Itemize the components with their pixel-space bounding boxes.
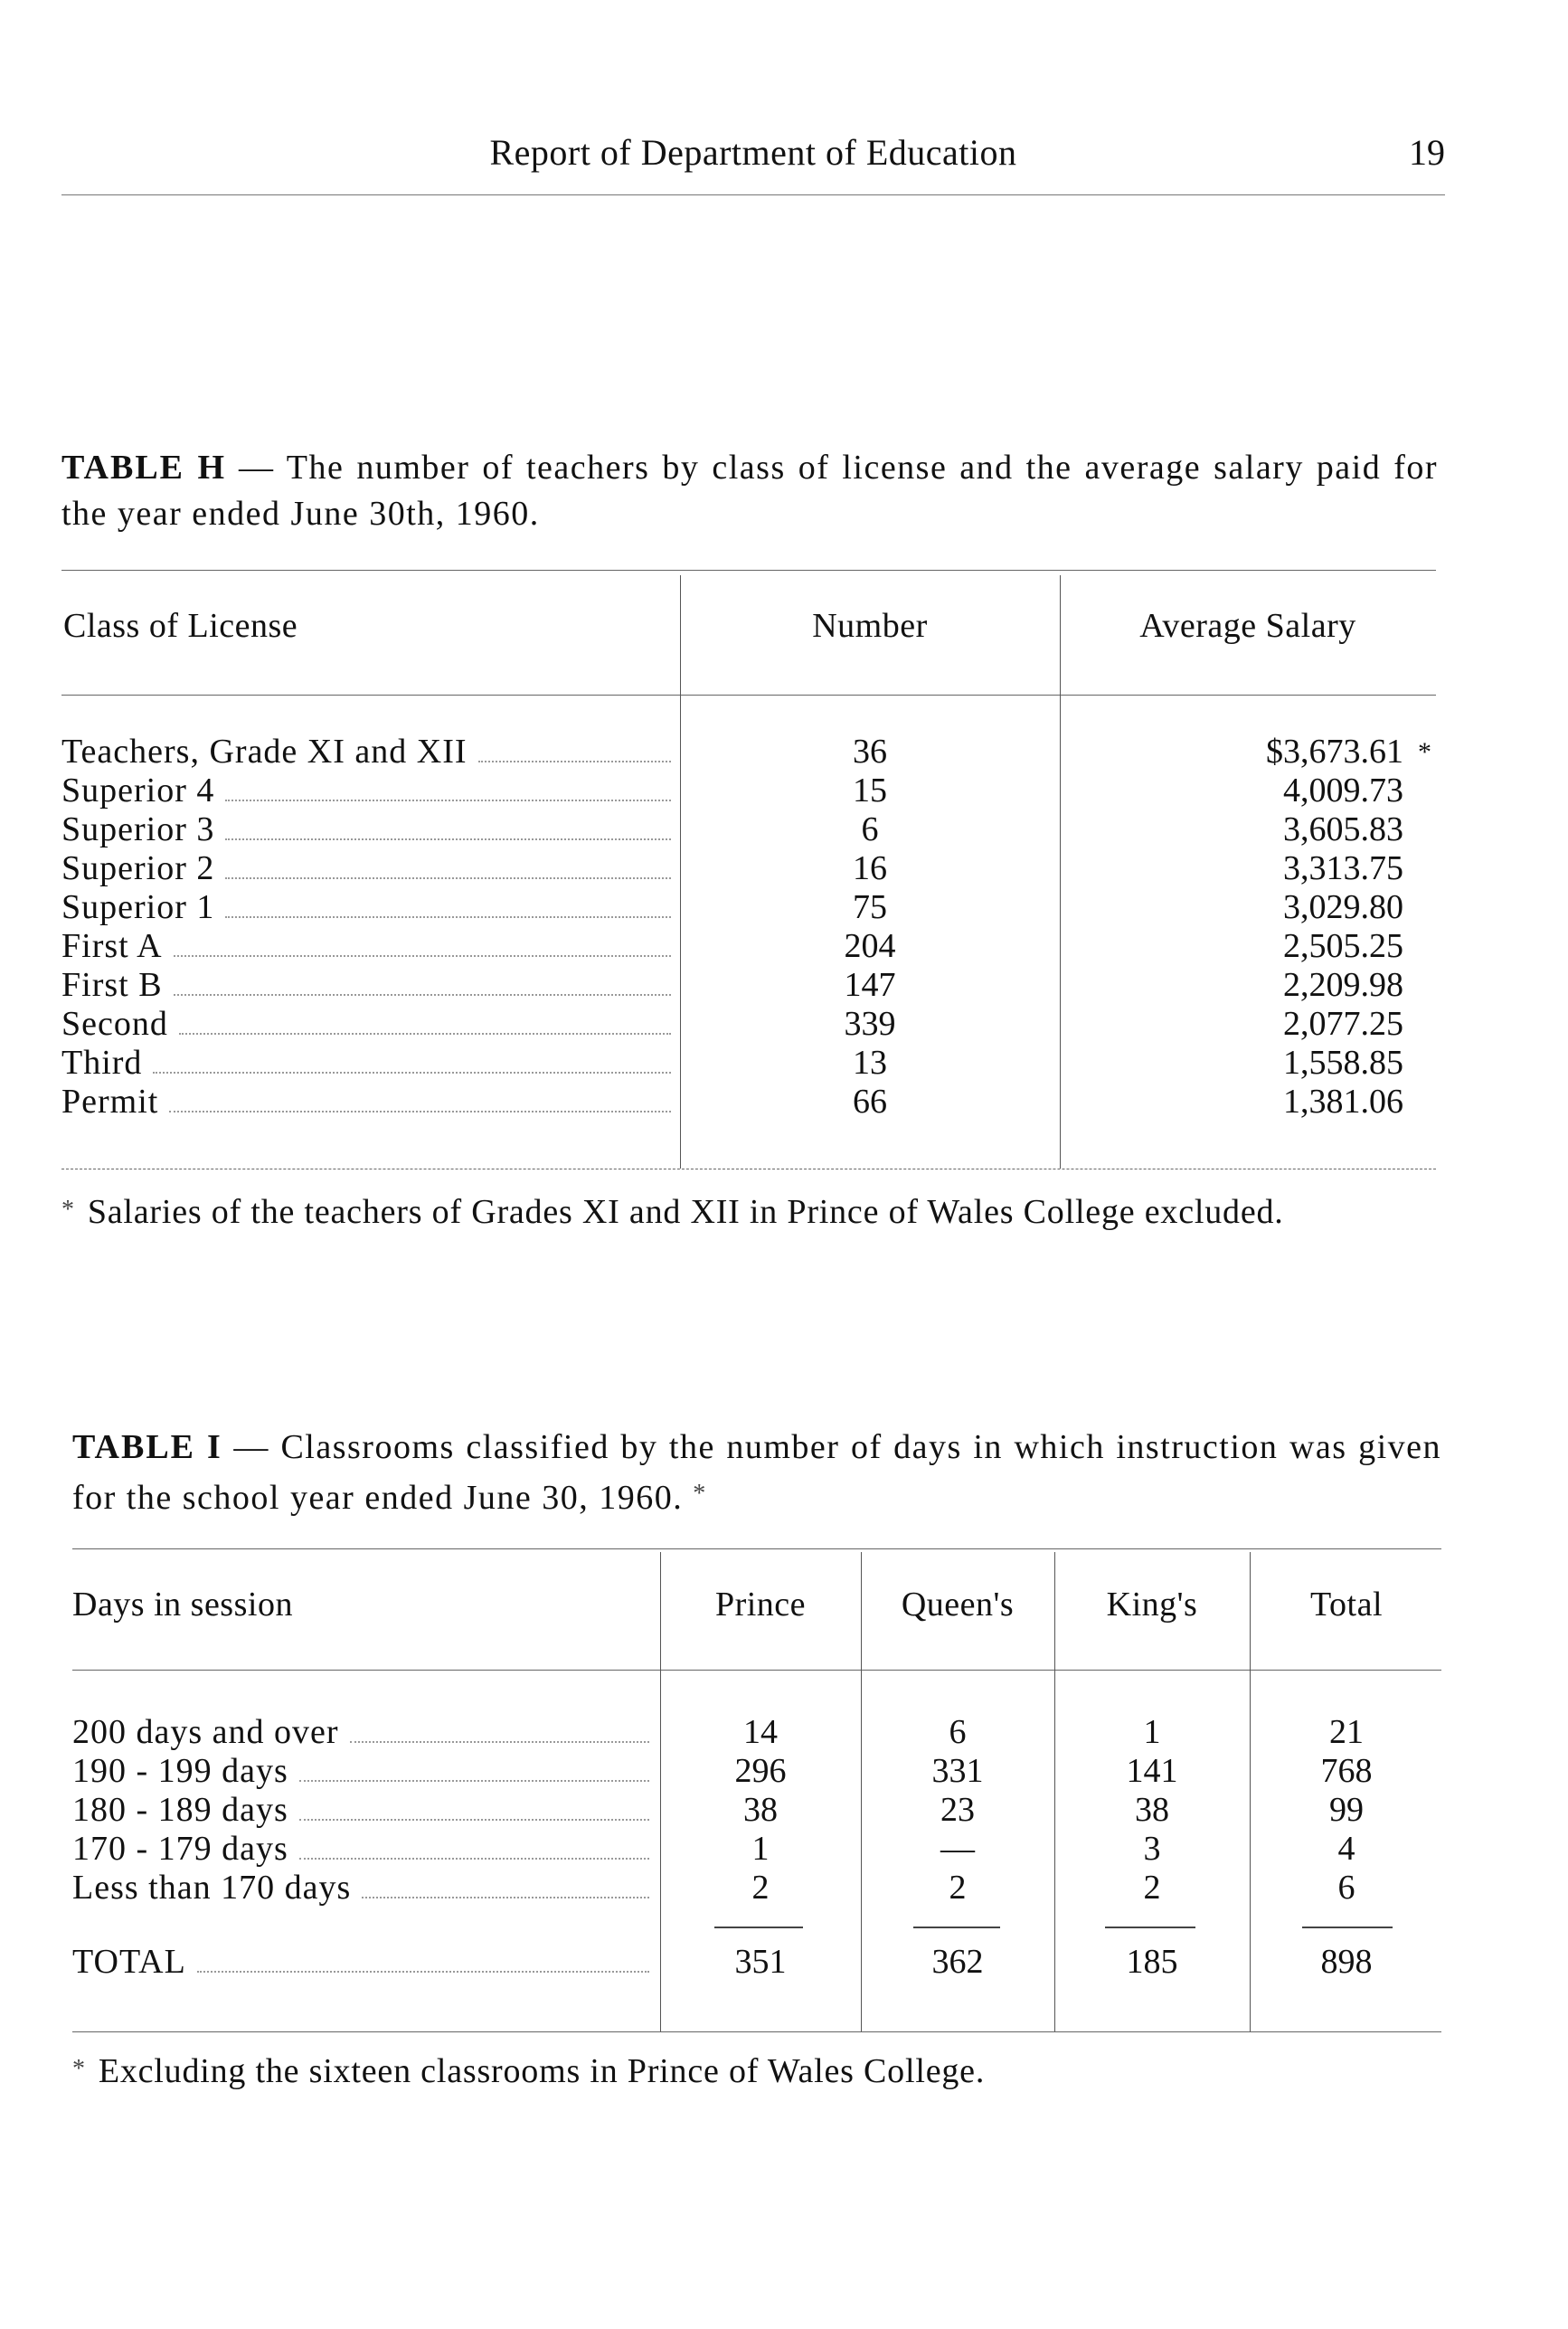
license-cell — [61, 772, 676, 810]
license-cell — [61, 966, 676, 1005]
number-cell: 15 — [853, 772, 887, 809]
license-cell — [61, 1044, 676, 1083]
table-i-header-prince: Prince — [714, 1586, 807, 1624]
license-label: Teachers, Grade XI and XII — [61, 733, 468, 771]
table-row — [61, 888, 1436, 927]
table-i-header-days: Days in session — [72, 1586, 293, 1624]
salary-cell: 2,209.98 — [1283, 966, 1403, 1004]
salary-cell: 1,558.85 — [1283, 1044, 1403, 1082]
page-number: 19 — [1409, 132, 1445, 173]
salary-cell: 2,077.25 — [1283, 1005, 1403, 1043]
salary-cell: 4,009.73 — [1283, 772, 1403, 809]
running-header — [61, 131, 1445, 195]
table-i-caption-marker: * — [693, 1480, 707, 1508]
days-label: TOTAL — [72, 1943, 186, 1981]
number-cell: 13 — [853, 1044, 887, 1082]
table-row — [72, 1713, 1441, 1752]
days-cell — [72, 1830, 655, 1869]
leader-dots — [169, 1111, 671, 1112]
salary-cell: 3,029.80 — [1283, 888, 1403, 926]
total-cell: 6 — [1337, 1869, 1355, 1907]
kings-cell: 2 — [1143, 1869, 1161, 1907]
table-i-bottom-rule — [72, 2031, 1441, 2032]
table-h-caption-text: The number of teachers by class of license and the average salary paid for the year ended June 30th, 1960. — [61, 449, 1438, 533]
footnote-marker: * — [72, 2055, 86, 2083]
license-label: Superior 1 — [61, 888, 215, 926]
leader-dots — [299, 1780, 649, 1782]
total-row — [72, 1943, 1441, 1982]
kings-cell: 38 — [1135, 1791, 1169, 1829]
sum-rule — [913, 1927, 1000, 1928]
number-cell: 204 — [844, 927, 896, 965]
license-cell — [61, 849, 676, 888]
leader-dots — [174, 955, 671, 957]
table-row — [61, 1083, 1436, 1122]
license-cell — [61, 1005, 676, 1044]
leader-dots — [225, 916, 671, 918]
salary-cell: 2,505.25 — [1283, 927, 1403, 965]
days-label: 170 - 179 days — [72, 1830, 288, 1868]
table-h-dash: — — [239, 449, 275, 487]
table-h-header-license: Class of License — [63, 607, 298, 645]
table-h-body — [61, 733, 1436, 1122]
number-cell: 36 — [853, 733, 887, 771]
total-cell: 99 — [1329, 1791, 1364, 1829]
kings-cell: 1 — [1143, 1713, 1161, 1751]
prince-cell: 1 — [751, 1830, 770, 1868]
queens-cell: — — [940, 1830, 975, 1868]
table-i-header-rule — [72, 1670, 1441, 1671]
table-row — [61, 849, 1436, 888]
number-cell: 75 — [853, 888, 887, 926]
table-h-footnote-text: Salaries of the teachers of Grades XI and XII in Prince of Wales College excluded. — [87, 1193, 1284, 1231]
kings-cell: 3 — [1143, 1830, 1161, 1868]
table-row — [61, 1044, 1436, 1083]
license-cell — [61, 733, 676, 772]
table-row — [72, 1830, 1441, 1869]
leader-dots — [350, 1741, 649, 1743]
prince-cell: 14 — [743, 1713, 778, 1751]
leader-dots — [225, 838, 671, 840]
number-cell: 6 — [861, 810, 879, 848]
license-cell — [61, 810, 676, 849]
queens-cell: 362 — [931, 1943, 984, 1981]
queens-cell: 6 — [949, 1713, 967, 1751]
leader-dots — [197, 1971, 649, 1973]
leader-dots — [174, 994, 671, 996]
prince-cell: 2 — [751, 1869, 770, 1907]
license-label: Second — [61, 1005, 168, 1043]
table-i-footnote — [72, 2046, 1429, 2095]
kings-cell: 185 — [1126, 1943, 1178, 1981]
queens-cell: 331 — [931, 1752, 984, 1790]
days-label: 190 - 199 days — [72, 1752, 288, 1790]
kings-cell: 141 — [1126, 1752, 1178, 1790]
table-h-header-number: Number — [812, 607, 928, 645]
table-row — [72, 1869, 1441, 1908]
table-h-header-rule — [61, 695, 1436, 696]
total-cell: 21 — [1329, 1713, 1364, 1751]
total-cell: 4 — [1337, 1830, 1355, 1868]
salary-footnote-marker: * — [1418, 737, 1431, 767]
queens-cell: 2 — [949, 1869, 967, 1907]
table-row — [61, 1005, 1436, 1044]
table-i-header-queens: Queen's — [901, 1586, 1015, 1624]
leader-dots — [225, 877, 671, 879]
total-cell: 898 — [1320, 1943, 1373, 1981]
license-label: Superior 4 — [61, 772, 215, 809]
prince-cell: 351 — [734, 1943, 787, 1981]
leader-dots — [299, 1819, 649, 1821]
table-i-caption-text: Classrooms classified by the number of days in which instruction was given for the school year ended June 30, 1960. — [72, 1428, 1442, 1517]
table-i-top-rule — [72, 1548, 1441, 1549]
salary-cell: 1,381.06 — [1283, 1083, 1403, 1121]
table-row — [61, 927, 1436, 966]
footnote-marker: * — [61, 1196, 75, 1224]
leader-dots — [299, 1858, 649, 1860]
table-h-top-rule — [61, 570, 1436, 571]
license-cell — [61, 927, 676, 966]
license-cell — [61, 1083, 676, 1122]
table-row — [72, 1791, 1441, 1830]
prince-cell: 38 — [743, 1791, 778, 1829]
prince-cell: 296 — [734, 1752, 787, 1790]
table-i-header-kings: King's — [1106, 1586, 1198, 1624]
license-label: Superior 2 — [61, 849, 215, 887]
license-label: Permit — [61, 1083, 159, 1121]
leader-dots — [362, 1897, 649, 1898]
leader-dots — [478, 761, 671, 762]
table-i-caption — [72, 1425, 1441, 1521]
number-cell: 339 — [844, 1005, 896, 1043]
table-h-caption — [61, 445, 1438, 537]
days-cell — [72, 1752, 655, 1791]
table-row — [61, 966, 1436, 1005]
queens-cell: 23 — [940, 1791, 975, 1829]
sum-rule — [1105, 1927, 1195, 1928]
table-h-footnote — [61, 1187, 1445, 1236]
table-row — [72, 1752, 1441, 1791]
table-i-total — [72, 1943, 1441, 1982]
sum-rule — [1302, 1927, 1393, 1928]
sum-rule — [714, 1927, 803, 1928]
table-i-dash: — — [233, 1428, 269, 1466]
salary-cell: $3,673.61 — [1266, 733, 1403, 771]
license-label: Third — [61, 1044, 143, 1082]
license-cell — [61, 888, 676, 927]
salary-cell: 3,605.83 — [1283, 810, 1403, 848]
number-cell: 147 — [844, 966, 896, 1004]
leader-dots — [153, 1072, 671, 1074]
table-i-footnote-text: Excluding the sixteen classrooms in Prince of Wales College. — [98, 2052, 986, 2090]
number-cell: 66 — [853, 1083, 887, 1121]
leader-dots — [225, 800, 671, 801]
table-h-label: TABLE H — [61, 449, 227, 487]
table-h-header-salary: Average Salary — [1139, 607, 1356, 645]
table-i-header-total: Total — [1309, 1586, 1384, 1624]
salary-cell: 3,313.75 — [1283, 849, 1403, 887]
days-label: 180 - 189 days — [72, 1791, 288, 1829]
table-row — [61, 810, 1436, 849]
table-i-body — [72, 1713, 1441, 1908]
days-cell — [72, 1869, 655, 1908]
days-cell — [72, 1713, 655, 1752]
license-label: First A — [61, 927, 163, 965]
number-cell: 16 — [853, 849, 887, 887]
running-title: Report of Department of Education — [489, 132, 1017, 173]
days-cell — [72, 1791, 655, 1830]
days-label: 200 days and over — [72, 1713, 339, 1751]
days-cell — [72, 1943, 655, 1982]
table-i-label: TABLE I — [72, 1428, 222, 1466]
license-label: First B — [61, 966, 163, 1004]
table-row — [61, 733, 1436, 772]
days-label: Less than 170 days — [72, 1869, 352, 1907]
leader-dots — [179, 1033, 671, 1035]
license-label: Superior 3 — [61, 810, 215, 848]
table-row — [61, 772, 1436, 810]
total-cell: 768 — [1320, 1752, 1373, 1790]
